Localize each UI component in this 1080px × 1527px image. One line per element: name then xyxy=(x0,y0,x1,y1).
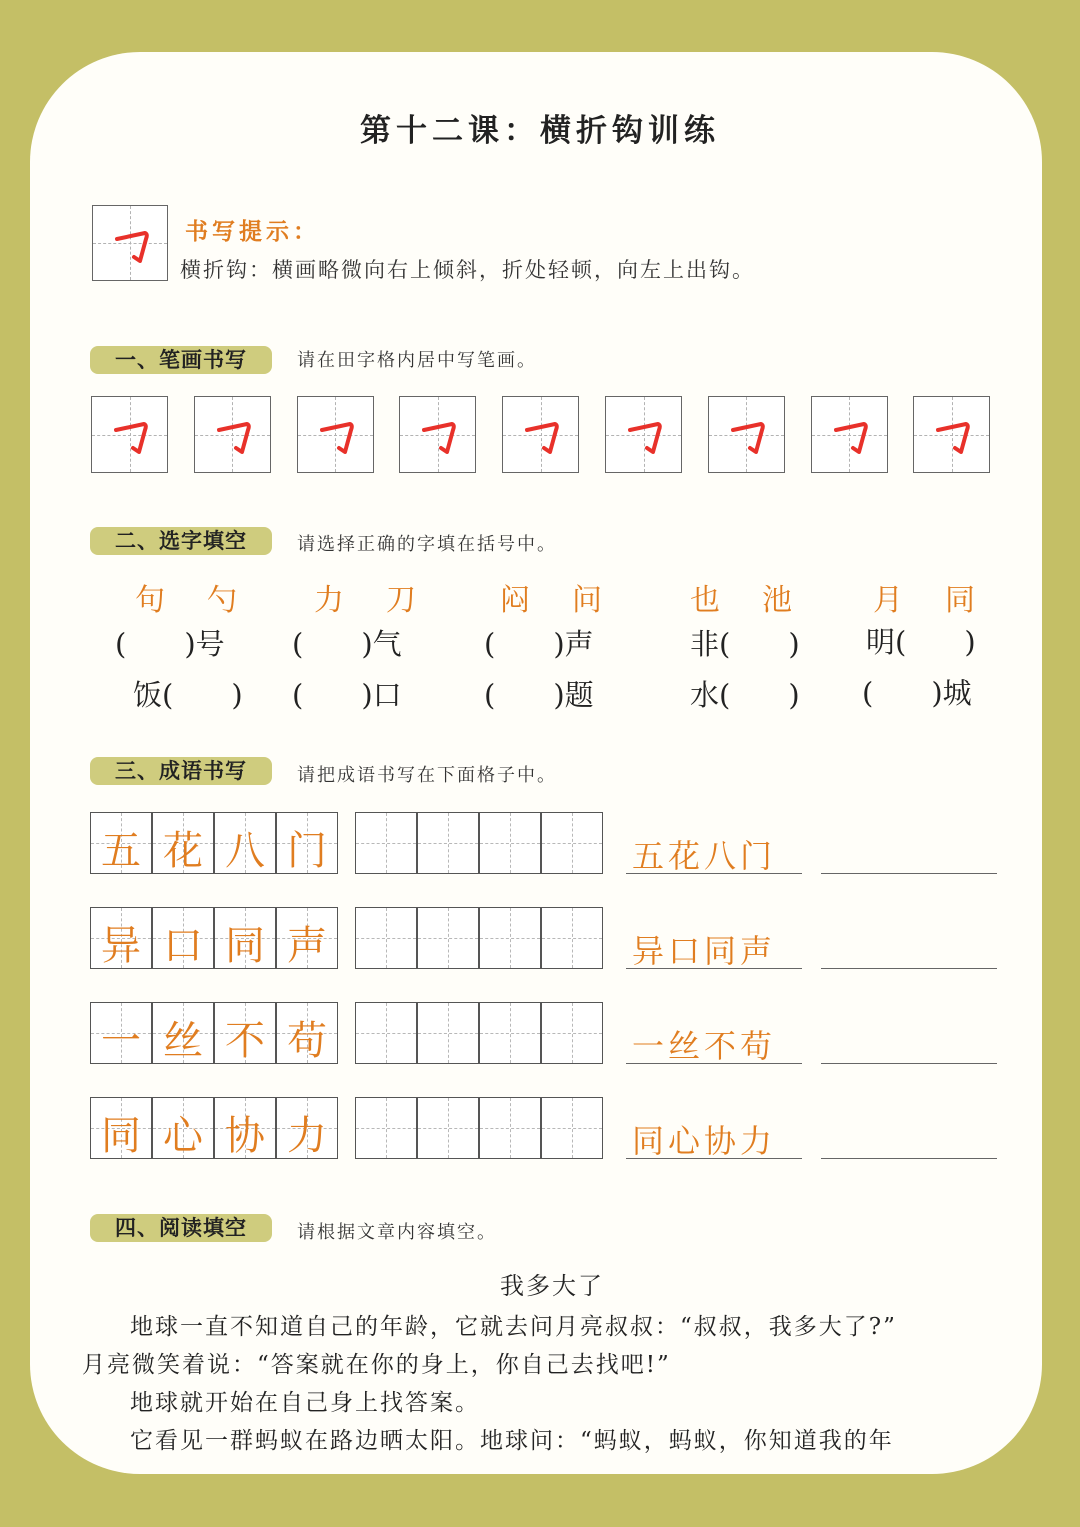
page-title: 第十二课：横折钩训练 xyxy=(360,113,720,149)
hint-stroke-grid xyxy=(92,205,168,281)
idiom-write-line[interactable] xyxy=(821,968,997,969)
idiom-char: 口 xyxy=(163,923,203,969)
stroke-glyph xyxy=(812,397,889,474)
section-4-badge: 四、阅读填空 xyxy=(90,1214,272,1242)
idiom-model-cell xyxy=(214,812,276,874)
idiom-practice-cell[interactable] xyxy=(541,907,603,969)
idiom-practice-cell[interactable] xyxy=(355,812,417,874)
idiom-model-cell xyxy=(276,1002,338,1064)
section-2-badge: 二、选字填空 xyxy=(90,527,272,555)
stroke-practice-cell[interactable] xyxy=(297,396,374,473)
stroke-practice-cell[interactable] xyxy=(502,396,579,473)
choice-char: 句 xyxy=(135,583,165,618)
blank-line-1[interactable]: ( )号 xyxy=(115,627,225,661)
story-paragraph-1: 地球一直不知道自己的年龄，它就去问月亮叔叔：“叔叔，我多大了?” xyxy=(130,1314,897,1340)
idiom-model-cell xyxy=(214,907,276,969)
blank-line-1[interactable]: 明( ) xyxy=(866,625,976,659)
idiom-model-cell xyxy=(276,812,338,874)
stroke-practice-cell[interactable] xyxy=(399,396,476,473)
stroke-glyph xyxy=(914,397,991,474)
section-3-instruction: 请把成语书写在下面格子中。 xyxy=(297,765,557,786)
blank-line-1[interactable]: 非( ) xyxy=(690,627,800,661)
idiom-practice-cell[interactable] xyxy=(541,1097,603,1159)
idiom-model-cell xyxy=(152,1002,214,1064)
choice-char: 勺 xyxy=(207,583,237,618)
stroke-glyph xyxy=(92,397,169,474)
section-3-badge: 三、成语书写 xyxy=(90,757,272,785)
stroke-glyph xyxy=(298,397,375,474)
section-4-instruction: 请根据文章内容填空。 xyxy=(297,1222,497,1243)
idiom-model-cell xyxy=(90,1002,152,1064)
idiom-char: 协 xyxy=(225,1113,265,1159)
choice-char: 问 xyxy=(572,583,602,618)
stroke-glyph xyxy=(195,397,272,474)
idiom-trace-text: 异口同声 xyxy=(632,932,777,970)
story-paragraph-3: 它看见一群蚂蚁在路边晒太阳。地球问：“蚂蚁，蚂蚁，你知道我的年 xyxy=(130,1428,894,1454)
choice-char: 刀 xyxy=(386,583,416,618)
blank-line-2[interactable]: ( )题 xyxy=(484,678,594,712)
story-title: 我多大了 xyxy=(500,1272,604,1300)
stroke-glyph xyxy=(93,206,169,282)
stroke-glyph xyxy=(400,397,477,474)
idiom-practice-cell[interactable] xyxy=(355,907,417,969)
idiom-char: 苟 xyxy=(287,1018,327,1064)
idiom-char: 声 xyxy=(287,923,327,969)
stroke-glyph xyxy=(503,397,580,474)
idiom-trace-text: 一丝不苟 xyxy=(632,1027,777,1065)
idiom-trace-text: 五花八门 xyxy=(632,837,777,875)
idiom-practice-cell[interactable] xyxy=(479,812,541,874)
idiom-practice-cell[interactable] xyxy=(355,1002,417,1064)
blank-line-1[interactable]: ( )声 xyxy=(484,627,594,661)
idiom-model-cell xyxy=(276,1097,338,1159)
idiom-model-cell xyxy=(214,1097,276,1159)
idiom-char: 力 xyxy=(287,1113,327,1159)
story-paragraph-2: 地球就开始在自己身上找答案。 xyxy=(130,1390,480,1416)
idiom-trace-line xyxy=(626,1063,802,1064)
idiom-practice-cell[interactable] xyxy=(479,907,541,969)
idiom-char: 不 xyxy=(225,1018,265,1064)
idiom-practice-cell[interactable] xyxy=(417,812,479,874)
stroke-practice-cell[interactable] xyxy=(91,396,168,473)
hint-label: 书写提示： xyxy=(185,219,320,245)
blank-line-1[interactable]: ( )气 xyxy=(292,627,402,661)
idiom-char: 心 xyxy=(163,1113,203,1159)
idiom-char: 同 xyxy=(225,923,265,969)
stroke-practice-cell[interactable] xyxy=(605,396,682,473)
stroke-practice-cell[interactable] xyxy=(194,396,271,473)
idiom-write-line[interactable] xyxy=(821,1158,997,1159)
stroke-practice-cell[interactable] xyxy=(708,396,785,473)
blank-line-2[interactable]: ( )城 xyxy=(862,676,972,710)
idiom-practice-cell[interactable] xyxy=(355,1097,417,1159)
idiom-char: 丝 xyxy=(163,1018,203,1064)
idiom-model-cell xyxy=(90,812,152,874)
idiom-trace-line xyxy=(626,968,802,969)
idiom-char: 异 xyxy=(101,923,141,969)
story-paragraph-1-continued: 月亮微笑着说：“答案就在你的身上，你自己去找吧!” xyxy=(82,1352,671,1378)
idiom-model-cell xyxy=(152,907,214,969)
blank-line-2[interactable]: 饭( ) xyxy=(133,678,243,712)
idiom-trace-line xyxy=(626,873,802,874)
choice-char: 力 xyxy=(314,583,344,618)
stroke-glyph xyxy=(606,397,683,474)
idiom-char: 门 xyxy=(287,828,327,874)
choice-char: 月 xyxy=(873,583,903,618)
choice-char: 同 xyxy=(945,583,975,618)
section-2-instruction: 请选择正确的字填在括号中。 xyxy=(297,534,557,555)
section-1-badge: 一、笔画书写 xyxy=(90,346,272,374)
idiom-model-cell xyxy=(276,907,338,969)
blank-line-2[interactable]: 水( ) xyxy=(690,678,800,712)
idiom-char: 花 xyxy=(163,828,203,874)
blank-line-2[interactable]: ( )口 xyxy=(292,678,402,712)
idiom-practice-cell[interactable] xyxy=(541,812,603,874)
stroke-practice-cell[interactable] xyxy=(811,396,888,473)
idiom-model-cell xyxy=(90,1097,152,1159)
stroke-practice-cell[interactable] xyxy=(913,396,990,473)
idiom-practice-cell[interactable] xyxy=(417,1002,479,1064)
idiom-char: 一 xyxy=(101,1018,141,1064)
section-1-instruction: 请在田字格内居中写笔画。 xyxy=(297,350,537,371)
idiom-char: 八 xyxy=(225,828,265,874)
idiom-practice-cell[interactable] xyxy=(479,1002,541,1064)
choice-char: 池 xyxy=(762,583,792,618)
idiom-trace-line xyxy=(626,1158,802,1159)
idiom-practice-cell[interactable] xyxy=(479,1097,541,1159)
idiom-model-cell xyxy=(152,1097,214,1159)
idiom-practice-cell[interactable] xyxy=(417,1097,479,1159)
idiom-char: 五 xyxy=(101,828,141,874)
choice-char: 也 xyxy=(690,583,720,618)
idiom-practice-cell[interactable] xyxy=(417,907,479,969)
hint-text: 横折钩：横画略微向右上倾斜，折处轻顿，向左上出钩。 xyxy=(180,258,755,282)
stroke-glyph xyxy=(709,397,786,474)
idiom-model-cell xyxy=(90,907,152,969)
idiom-practice-cell[interactable] xyxy=(541,1002,603,1064)
idiom-trace-text: 同心协力 xyxy=(632,1122,777,1160)
idiom-write-line[interactable] xyxy=(821,1063,997,1064)
idiom-char: 同 xyxy=(101,1113,141,1159)
idiom-model-cell xyxy=(152,812,214,874)
idiom-model-cell xyxy=(214,1002,276,1064)
choice-char: 闷 xyxy=(500,583,530,618)
idiom-write-line[interactable] xyxy=(821,873,997,874)
